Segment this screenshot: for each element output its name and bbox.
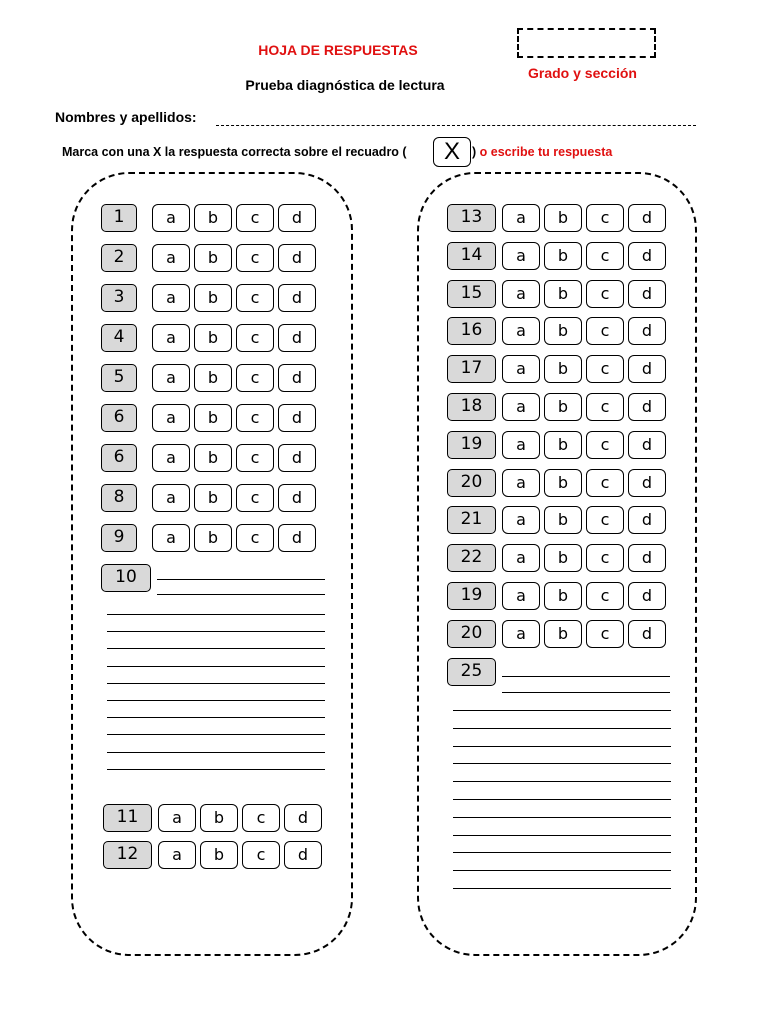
question-number-10: 10 bbox=[101, 564, 151, 592]
option-a-qR2[interactable]: a bbox=[502, 242, 540, 270]
question-number-R8: 20 bbox=[447, 469, 496, 497]
option-d-qLb2[interactable]: d bbox=[284, 841, 322, 869]
option-d-qR4[interactable]: d bbox=[628, 317, 666, 345]
name-label: Nombres y apellidos: bbox=[55, 109, 197, 125]
question-number-L4: 4 bbox=[101, 324, 137, 352]
test-subtitle: Prueba diagnóstica de lectura bbox=[245, 77, 445, 93]
answer-line-q25[interactable] bbox=[453, 888, 671, 889]
option-c-qR3[interactable]: c bbox=[586, 280, 624, 308]
question-number-R12: 20 bbox=[447, 620, 496, 648]
option-b-qL8[interactable]: b bbox=[194, 484, 232, 512]
option-b-qL2[interactable]: b bbox=[194, 244, 232, 272]
option-a-qL9[interactable]: a bbox=[152, 524, 190, 552]
option-a-qR6[interactable]: a bbox=[502, 393, 540, 421]
option-c-qR6[interactable]: c bbox=[586, 393, 624, 421]
option-d-qR3[interactable]: d bbox=[628, 280, 666, 308]
option-c-qL6[interactable]: c bbox=[236, 404, 274, 432]
answer-line-q10[interactable] bbox=[107, 614, 325, 615]
option-d-qL4[interactable]: d bbox=[278, 324, 316, 352]
question-number-R4: 16 bbox=[447, 317, 496, 345]
option-a-qR1[interactable]: a bbox=[502, 204, 540, 232]
instruction-tail bbox=[472, 145, 612, 159]
option-c-qR7[interactable]: c bbox=[586, 431, 624, 459]
option-a-qL4[interactable]: a bbox=[152, 324, 190, 352]
answer-line-q10[interactable] bbox=[157, 579, 325, 580]
answer-line-q25[interactable] bbox=[453, 781, 671, 782]
answer-line-q25[interactable] bbox=[502, 676, 670, 677]
option-b-qR1[interactable]: b bbox=[544, 204, 582, 232]
question-number-Lb1: 11 bbox=[103, 804, 152, 832]
option-c-qL8[interactable]: c bbox=[236, 484, 274, 512]
question-number-L5: 5 bbox=[101, 364, 137, 392]
option-a-qR5[interactable]: a bbox=[502, 355, 540, 383]
option-a-qLb1[interactable]: a bbox=[158, 804, 196, 832]
option-c-qL2[interactable]: c bbox=[236, 244, 274, 272]
answer-line-q25[interactable] bbox=[453, 870, 671, 871]
option-a-qL7[interactable]: a bbox=[152, 444, 190, 472]
question-number-R3: 15 bbox=[447, 280, 496, 308]
example-mark-box: X bbox=[433, 137, 471, 167]
option-d-qL5[interactable]: d bbox=[278, 364, 316, 392]
option-d-qL2[interactable]: d bbox=[278, 244, 316, 272]
option-a-qR3[interactable]: a bbox=[502, 280, 540, 308]
answer-line-q25[interactable] bbox=[453, 799, 671, 800]
question-number-R10: 22 bbox=[447, 544, 496, 572]
option-b-qL1[interactable]: b bbox=[194, 204, 232, 232]
option-b-qLb1[interactable]: b bbox=[200, 804, 238, 832]
question-number-L7: 6 bbox=[101, 444, 137, 472]
option-a-qR7[interactable]: a bbox=[502, 431, 540, 459]
name-field-line[interactable] bbox=[216, 125, 696, 126]
option-d-qR7[interactable]: d bbox=[628, 431, 666, 459]
answer-line-q10[interactable] bbox=[107, 769, 325, 770]
option-c-qL4[interactable]: c bbox=[236, 324, 274, 352]
option-d-qL7[interactable]: d bbox=[278, 444, 316, 472]
option-d-qR12[interactable]: d bbox=[628, 620, 666, 648]
option-c-qR5[interactable]: c bbox=[586, 355, 624, 383]
option-a-qL3[interactable]: a bbox=[152, 284, 190, 312]
option-b-qL5[interactable]: b bbox=[194, 364, 232, 392]
option-d-qR9[interactable]: d bbox=[628, 506, 666, 534]
option-b-qLb2[interactable]: b bbox=[200, 841, 238, 869]
option-c-qL7[interactable]: c bbox=[236, 444, 274, 472]
answer-line-q25[interactable] bbox=[453, 852, 671, 853]
option-a-qL1[interactable]: a bbox=[152, 204, 190, 232]
option-a-qR9[interactable]: a bbox=[502, 506, 540, 534]
option-a-qR11[interactable]: a bbox=[502, 582, 540, 610]
option-c-qR1[interactable]: c bbox=[586, 204, 624, 232]
option-d-qR8[interactable]: d bbox=[628, 469, 666, 497]
question-number-25: 25 bbox=[447, 658, 496, 686]
answer-line-q25[interactable] bbox=[453, 817, 671, 818]
answer-line-q10[interactable] bbox=[157, 594, 325, 595]
answer-line-q25[interactable] bbox=[502, 692, 670, 693]
question-number-L2: 2 bbox=[101, 244, 137, 272]
option-b-qR9[interactable]: b bbox=[544, 506, 582, 534]
question-number-L3: 3 bbox=[101, 284, 137, 312]
option-a-qL6[interactable]: a bbox=[152, 404, 190, 432]
option-d-qR10[interactable]: d bbox=[628, 544, 666, 572]
question-number-L1: 1 bbox=[101, 204, 137, 232]
option-b-qR6[interactable]: b bbox=[544, 393, 582, 421]
option-b-qL9[interactable]: b bbox=[194, 524, 232, 552]
answer-line-q10[interactable] bbox=[107, 648, 325, 649]
option-d-qL9[interactable]: d bbox=[278, 524, 316, 552]
option-d-qL6[interactable]: d bbox=[278, 404, 316, 432]
option-c-qR12[interactable]: c bbox=[586, 620, 624, 648]
answer-line-q10[interactable] bbox=[107, 752, 325, 753]
question-number-R6: 18 bbox=[447, 393, 496, 421]
question-number-R5: 17 bbox=[447, 355, 496, 383]
option-d-qR1[interactable]: d bbox=[628, 204, 666, 232]
option-b-qR2[interactable]: b bbox=[544, 242, 582, 270]
option-b-qR10[interactable]: b bbox=[544, 544, 582, 572]
question-number-R2: 14 bbox=[447, 242, 496, 270]
answer-line-q10[interactable] bbox=[107, 683, 325, 684]
option-a-qR12[interactable]: a bbox=[502, 620, 540, 648]
instruction-write-text: o escribe tu respuesta bbox=[476, 145, 613, 159]
question-number-L8: 8 bbox=[101, 484, 137, 512]
question-number-L6: 6 bbox=[101, 404, 137, 432]
option-b-qR3[interactable]: b bbox=[544, 280, 582, 308]
sheet-title: HOJA DE RESPUESTAS bbox=[258, 42, 418, 58]
option-b-qL4[interactable]: b bbox=[194, 324, 232, 352]
answer-line-q10[interactable] bbox=[107, 631, 325, 632]
option-a-qLb2[interactable]: a bbox=[158, 841, 196, 869]
instruction-text: Marca con una X la respuesta correcta sobre el recuadro ( bbox=[62, 145, 407, 159]
option-d-qR11[interactable]: d bbox=[628, 582, 666, 610]
option-c-qL9[interactable]: c bbox=[236, 524, 274, 552]
option-c-qL5[interactable]: c bbox=[236, 364, 274, 392]
option-b-qR4[interactable]: b bbox=[544, 317, 582, 345]
option-b-qR11[interactable]: b bbox=[544, 582, 582, 610]
answer-line-q10[interactable] bbox=[107, 700, 325, 701]
option-c-qL3[interactable]: c bbox=[236, 284, 274, 312]
option-c-qR9[interactable]: c bbox=[586, 506, 624, 534]
option-d-qLb1[interactable]: d bbox=[284, 804, 322, 832]
answer-line-q10[interactable] bbox=[107, 717, 325, 718]
option-b-qR7[interactable]: b bbox=[544, 431, 582, 459]
option-d-qL8[interactable]: d bbox=[278, 484, 316, 512]
question-number-Lb2: 12 bbox=[103, 841, 152, 869]
option-a-qR10[interactable]: a bbox=[502, 544, 540, 572]
answer-line-q25[interactable] bbox=[453, 728, 671, 729]
option-c-qLb1[interactable]: c bbox=[242, 804, 280, 832]
option-b-qL7[interactable]: b bbox=[194, 444, 232, 472]
option-c-qR2[interactable]: c bbox=[586, 242, 624, 270]
option-b-qR8[interactable]: b bbox=[544, 469, 582, 497]
option-d-qR6[interactable]: d bbox=[628, 393, 666, 421]
grade-section-label: Grado y sección bbox=[528, 65, 637, 81]
answer-line-q25[interactable] bbox=[453, 835, 671, 836]
option-c-qR10[interactable]: c bbox=[586, 544, 624, 572]
option-b-qL3[interactable]: b bbox=[194, 284, 232, 312]
option-d-qL1[interactable]: d bbox=[278, 204, 316, 232]
option-b-qL6[interactable]: b bbox=[194, 404, 232, 432]
option-b-qR5[interactable]: b bbox=[544, 355, 582, 383]
question-number-R7: 19 bbox=[447, 431, 496, 459]
option-c-qLb2[interactable]: c bbox=[242, 841, 280, 869]
answer-line-q25[interactable] bbox=[453, 763, 671, 764]
question-number-R9: 21 bbox=[447, 506, 496, 534]
answer-line-q25[interactable] bbox=[453, 746, 671, 747]
question-number-R11: 19 bbox=[447, 582, 496, 610]
option-a-qL8[interactable]: a bbox=[152, 484, 190, 512]
option-c-qR4[interactable]: c bbox=[586, 317, 624, 345]
question-number-L9: 9 bbox=[101, 524, 137, 552]
grade-section-box[interactable] bbox=[517, 28, 656, 58]
option-d-qR2[interactable]: d bbox=[628, 242, 666, 270]
question-number-R1: 13 bbox=[447, 204, 496, 232]
option-d-qR5[interactable]: d bbox=[628, 355, 666, 383]
option-c-qR11[interactable]: c bbox=[586, 582, 624, 610]
answer-line-q10[interactable] bbox=[107, 734, 325, 735]
option-a-qR8[interactable]: a bbox=[502, 469, 540, 497]
answer-line-q10[interactable] bbox=[107, 666, 325, 667]
option-d-qL3[interactable]: d bbox=[278, 284, 316, 312]
option-c-qL1[interactable]: c bbox=[236, 204, 274, 232]
instruction-paren-close: ) bbox=[472, 145, 477, 159]
option-c-qR8[interactable]: c bbox=[586, 469, 624, 497]
option-a-qL2[interactable]: a bbox=[152, 244, 190, 272]
option-a-qL5[interactable]: a bbox=[152, 364, 190, 392]
answer-line-q25[interactable] bbox=[453, 710, 671, 711]
option-b-qR12[interactable]: b bbox=[544, 620, 582, 648]
option-a-qR4[interactable]: a bbox=[502, 317, 540, 345]
